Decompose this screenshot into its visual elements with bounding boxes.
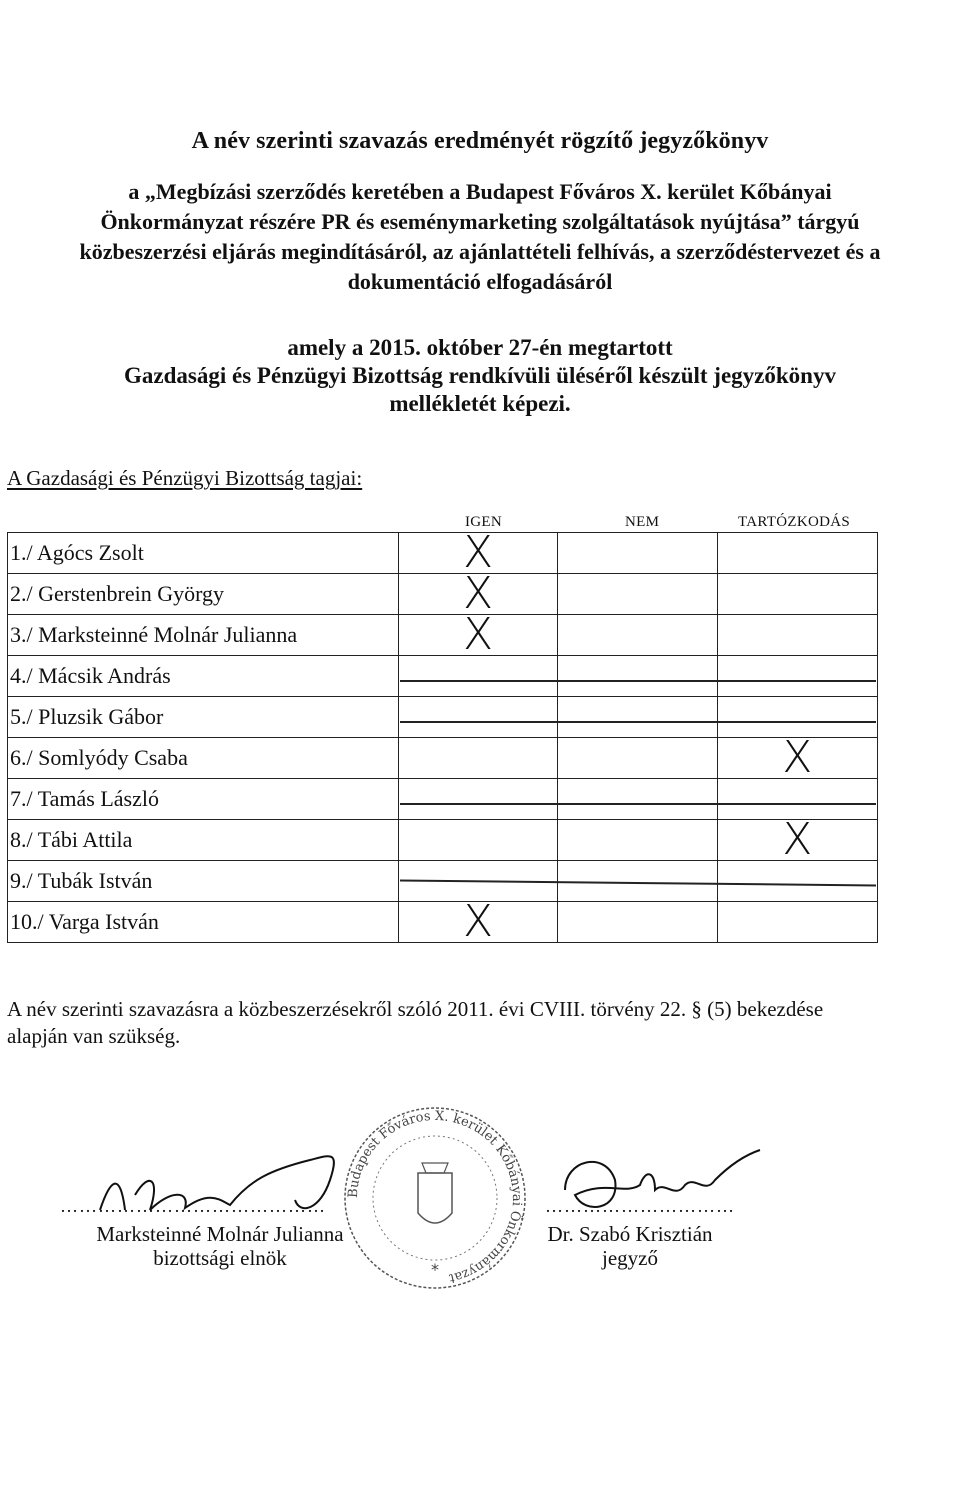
vote-row <box>8 574 878 615</box>
attachment-line: mellékletét képezi. <box>389 391 571 416</box>
member-name: 9./ Tubák István <box>8 861 399 902</box>
vote-row <box>8 779 878 820</box>
signatory-right <box>520 1222 740 1270</box>
vote-cell-abstain <box>717 656 877 697</box>
attachment-line: Gazdasági és Pénzügyi Bizottság rendkívüli üléséről készült jegyzőkönyv <box>124 363 836 388</box>
vote-cell-abstain <box>717 861 877 902</box>
member-name: 10./ Varga István <box>8 902 399 943</box>
vote-cell-yes <box>398 738 557 779</box>
vote-mark: X <box>462 568 494 619</box>
document-title: A név szerinti szavazás eredményét rögzítő jegyzőkönyv <box>191 128 769 154</box>
member-name: 5./ Pluzsik Gábor <box>8 697 399 738</box>
vote-row <box>8 533 878 574</box>
signatory-right-role: jegyző <box>602 1246 658 1270</box>
subject-line: a „Megbízási szerződés keretében a Budapest Főváros X. kerület Kőbányai <box>128 179 832 204</box>
member-name: 3./ Marksteinné Molnár Julianna <box>8 615 399 656</box>
vote-mark: X <box>782 814 813 865</box>
vote-cell-no <box>558 902 717 943</box>
vote-row <box>8 615 878 656</box>
vote-cell-no <box>558 820 717 861</box>
vote-cell-yes <box>398 656 557 697</box>
signatory-left-role: bizottsági elnök <box>153 1246 287 1270</box>
member-name: 6./ Somlyódy Csaba <box>8 738 399 779</box>
signatory-left <box>70 1222 370 1270</box>
absent-dash-line <box>400 803 876 805</box>
vote-cell-abstain <box>717 732 877 783</box>
vote-cell-abstain <box>717 902 877 943</box>
absent-dash-line <box>400 680 876 682</box>
vote-cell-abstain <box>717 533 877 574</box>
vote-row <box>8 820 878 861</box>
member-name: 8./ Tábi Attila <box>8 820 399 861</box>
stamp-text: Budapest Főváros X. kerület Kőbányai Önkormányzat <box>345 1108 525 1286</box>
vote-cell-yes <box>398 820 557 861</box>
subject-block <box>20 177 940 297</box>
vote-cell-no <box>558 738 717 779</box>
vote-cell-no <box>558 574 717 615</box>
attachment-line: amely a 2015. október 27-én megtartott <box>287 335 673 360</box>
member-name: 4./ Mácsik András <box>8 656 399 697</box>
vote-cell-no <box>558 615 717 656</box>
vote-cell-abstain <box>717 574 877 615</box>
legal-note-line: alapján van szükség. <box>7 1024 181 1048</box>
member-name: 7./ Tamás László <box>8 779 399 820</box>
vote-row <box>8 738 878 779</box>
members-heading: A Gazdasági és Pénzügyi Bizottság tagjai: <box>7 466 363 490</box>
official-stamp <box>340 1103 530 1293</box>
vote-cell-abstain <box>717 814 877 865</box>
vote-cell-no <box>558 697 717 738</box>
vote-cell-yes <box>398 779 557 820</box>
vote-cell-no <box>558 656 717 697</box>
handwritten-signature-left <box>80 1140 360 1230</box>
member-name: 1./ Agócs Zsolt <box>8 533 399 574</box>
column-header-yes: IGEN <box>465 514 503 530</box>
vote-cell-yes <box>398 609 557 660</box>
handwritten-signature-right <box>545 1140 765 1230</box>
legal-note-line: A név szerinti szavazásra a közbeszerzésekről szóló 2011. évi CVIII. törvény 22. § (5) bekezdése <box>7 997 824 1021</box>
vote-cell-no <box>558 533 717 574</box>
attachment-note <box>20 334 940 418</box>
subject-line: közbeszerzési eljárás megindításáról, az ajánlattételi felhívás, a szerződéstervezet és a <box>79 239 881 264</box>
signatory-left-name: Marksteinné Molnár Julianna <box>96 1222 344 1246</box>
vote-mark: X <box>462 896 494 947</box>
vote-mark: X <box>462 527 494 578</box>
signature-dotted-line: ………………………… <box>545 1196 735 1216</box>
vote-row <box>8 656 878 697</box>
vote-mark: X <box>462 609 494 660</box>
vote-cell-abstain <box>717 615 877 656</box>
legal-note <box>7 996 897 1050</box>
vote-cell-no <box>558 779 717 820</box>
subject-line: Önkormányzat részére PR és eseménymarketing szolgáltatások nyújtása” tárgyú <box>100 209 860 234</box>
vote-row <box>8 697 878 738</box>
vote-cell-yes <box>398 697 557 738</box>
subject-line: dokumentáció elfogadásáról <box>347 269 613 294</box>
column-header-no: NEM <box>625 514 660 530</box>
vote-cell-yes <box>398 896 557 947</box>
signatory-right-name: Dr. Szabó Krisztián <box>547 1222 713 1246</box>
signature-dotted-line: …………………………………… <box>60 1196 326 1216</box>
svg-text:*: * <box>431 1260 439 1279</box>
vote-mark: X <box>782 732 813 783</box>
vote-row <box>8 902 878 943</box>
member-name: 2./ Gerstenbrein György <box>8 574 399 615</box>
absent-dash-line <box>400 721 876 723</box>
column-header-abstain: TARTÓZKODÁS <box>738 514 851 530</box>
